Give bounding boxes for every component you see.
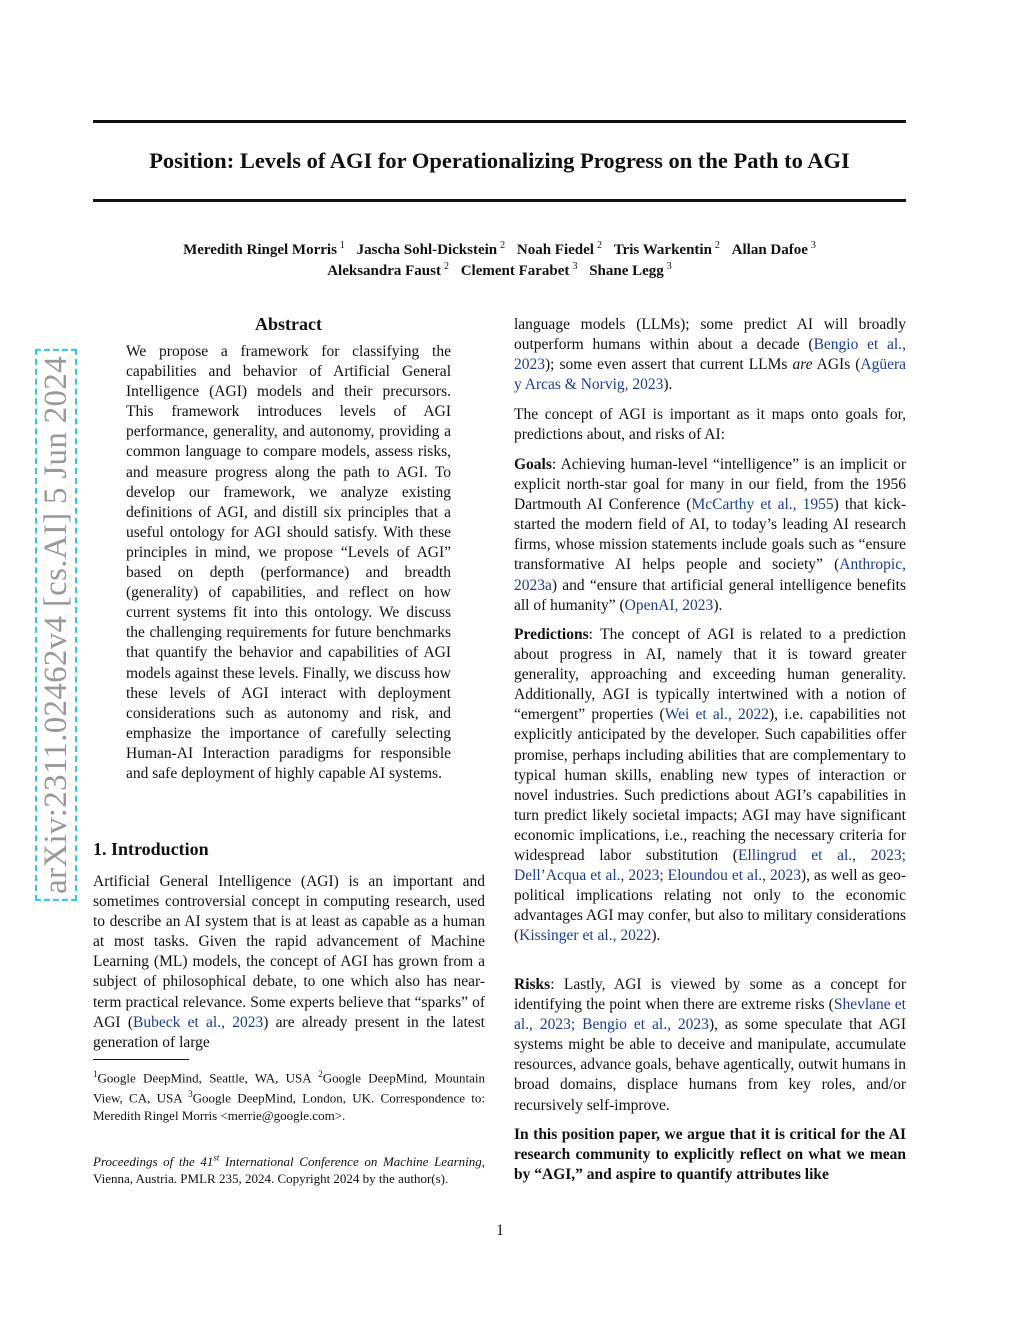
citation-link[interactable]: Ellingrud et al., 2023; Dell’Acqua et al., 2023; Eloundou et al., 2023 [514, 847, 906, 885]
top-rule [93, 120, 906, 123]
arxiv-stamp[interactable]: arXiv:2311.02462v4 [cs.AI] 5 Jun 2024 [35, 349, 77, 901]
right-paragraph-2: The concept of AGI is important as it maps onto goals for, predictions about, and risks of AI: [514, 406, 906, 444]
affiliation-footnote: $^1$Google DeepMind, Seattle, WA, USA $^2$Google DeepMind, Mountain View, CA, USA $^3$Google DeepMind, London, UK. Correspondence to: Meredith Ringel Morris <merrie@google.com>. [93, 1069, 485, 1123]
citation-link[interactable]: Anthropic, 2023a [514, 556, 906, 594]
abstract-heading: Abstract [255, 314, 322, 334]
citation-link[interactable]: Bubeck et al., 2023 [132, 1013, 264, 1031]
author: Aleksandra Faust $^2$ [327, 261, 449, 279]
page-number: 1 [496, 1222, 504, 1239]
abstract-text: We propose a framework for classifying the capabilities and behavior of Artificial General Intelligence (AGI) models and their precursors. This framework introduces levels of AGI performance, generality, and autonomy, providing a common language to compare models, assess risks, and measure progress along the path to AGI. To develop our framework, we analyze existing definitions of AGI, and distill six principles that a useful ontology for AGI should satisfy. With these principles in mind, we propose “Levels of AGI” based on depth (performance) and breadth (generality) of capabilities, and reflect on how current systems fit into this ontology. We discuss the challenging requirements for future benchmarks that quantify the behavior and capabilities of AGI models against these levels. Finally, we discuss how these levels of AGI interact with deployment considerations such as autonomy and risk, and emphasize the importance of carefully selecting Human-AI Interaction paradigms for responsible and safe deployment of highly capable AI systems. [126, 343, 451, 782]
author: Clement Farabet $^3$ [460, 261, 578, 279]
footnote-rule [93, 1059, 189, 1060]
risks-paragraph: Risks: Lastly, AGI is viewed by some as a concept for identifying the point when there are extreme risks (Shevlane et al., 2023; Bengio et al., 2023), as some speculate that AGI systems might be able to deceive and manipulate, accumulate resources, advance goals, behave agentically, outwit humans in broad domains, displace humans from key roles, and/or recursively self-improve. [514, 976, 907, 1114]
author: Allan Dafoe $^3$ [731, 240, 816, 258]
author: Noah Fiedel $^2$ [516, 240, 602, 258]
author: Shane Legg $^3$ [589, 261, 672, 279]
proceedings-footnote: Proceedings of the 41st International Conference on Machine Learning, Vienna, Austria. PMLR 235, 2024. Copyright 2024 by the author(s). [93, 1153, 485, 1187]
author: Meredith Ringel Morris $^1$ [183, 240, 345, 258]
goals-label: Goals [514, 456, 552, 473]
citation-link[interactable]: Agüera y Arcas & Norvig, 2023 [514, 356, 906, 394]
citation-link[interactable]: Shevlane et al., 2023; Bengio et al., 2023 [514, 996, 906, 1034]
author: Tris Warkentin $^2$ [613, 240, 720, 258]
citation-link[interactable]: Bengio et al., 2023 [514, 336, 906, 374]
risks-label: Risks [514, 976, 551, 993]
right-paragraph-1: language models (LLMs); some predict AI will broadly outperform humans within about a decade (Bengio et al., 2023); some even assert that current LLMs are AGIs (Agüera y Arcas & Norvig, 2023). [514, 316, 906, 394]
section-heading: 1. Introduction [93, 839, 209, 859]
goals-paragraph: Goals: Achieving human-level “intelligence” is an implicit or explicit north-star goal for many in our field, from the 1956 Dartmouth AI Conference (McCarthy et al., 1955) that kick-started the modern field of AI, to today’s leading AI research firms, whose mission statements include goals such as “ensure transformative AI helps people and society” (Anthropic, 2023a) and “ensure that artificial general intelligence benefits all of humanity” (OpenAI, 2023). [514, 456, 906, 614]
citation-link[interactable]: McCarthy et al., 1955 [691, 496, 834, 514]
predictions-paragraph: Predictions: The concept of AGI is related to a prediction about progress in AI, namely that it is toward greater generality, approaching and exceeding human generality. Additionally, AGI is typically intertwined with a notion of “emergent” properties (Wei et al., 2022), i.e. capabilities not explicitly anticipated by the developer. Such capabilities offer promise, perhaps including abilities that are complementary to typical human skills, enabling new types of interaction or novel industries. Such predictions about AGI’s capabilities in turn predict likely societal impacts; AGI may have significant economic implications, i.e., reaching the necessary criteria for widespread labor substitution (Ellingrud et al., 2023; Dell’Acqua et al., 2023; Eloundou et al., 2023), as well as geo-political implications relating not only to the economic advantages AGI may confer, but also to military considerations (Kissinger et al., 2022). [514, 626, 906, 945]
intro-paragraph: Artificial General Intelligence (AGI) is an important and sometimes controversial concept in computing research, used to describe an AI system that is at least as capable as a human at most tasks. Given the rapid advancement of Machine Learning (ML) models, the concept of AGI has grown from a subject of philosophical debate, to one which also has near-term practical relevance. Some experts believe that “sparks” of AGI (Bubeck et al., 2023) are already present in the latest generation of large [93, 873, 485, 1051]
paper-title: Position: Levels of AGI for Operationalizing Progress on the Path to AGI [149, 148, 850, 173]
title-rule [93, 199, 906, 202]
citation-link[interactable]: Wei et al., 2022 [664, 706, 770, 724]
author-list-line2 [93, 257, 906, 281]
position-statement: In this position paper, we argue that it is critical for the AI research community to explicitly reflect on what we mean by “AGI,” and aspire to quantify attributes like [514, 1126, 906, 1184]
author: Jascha Sohl-Dickstein $^2$ [356, 240, 506, 258]
citation-link[interactable]: OpenAI, 2023 [624, 596, 714, 614]
citation-link[interactable]: Kissinger et al., 2022 [519, 927, 652, 945]
predictions-label: Predictions [514, 626, 589, 643]
